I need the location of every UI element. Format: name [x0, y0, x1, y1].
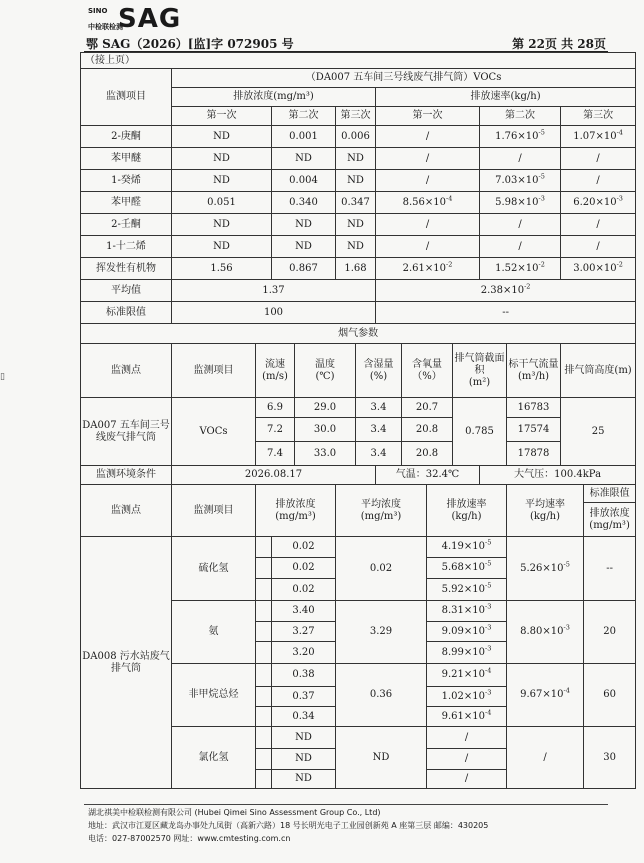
da008-conc: ND [272, 770, 336, 789]
report-number: 鄂 SAG（2026）[监]字 072905 号 [86, 37, 294, 51]
footer-address: 地址：武汉市江夏区藏龙岛办事处九凤街（高新六路）18 号长明光电子工业园创新苑 A 座第三层 邮编：430205 [88, 821, 489, 830]
vocs-time-1: 第一次 [172, 107, 272, 126]
da008-conc: 3.40 [272, 601, 336, 622]
flue-o2-1: 20.7 [402, 398, 453, 418]
table-row [81, 170, 636, 192]
flue-area-header: 排气筒截面积 (m²) [453, 344, 507, 398]
flue-temp-2: 30.0 [295, 418, 356, 442]
vocs-cell-c3: ND [336, 148, 376, 170]
flue-temp-1: 29.0 [295, 398, 356, 418]
vocs-cell-name: 2-壬酮 [81, 214, 172, 236]
da008-conc-gutter [256, 770, 272, 789]
table-row [81, 537, 636, 558]
vocs-limit-conc: 100 [172, 302, 376, 324]
footer-contact: 电话：027-87002570 网址：www.cmtesting.com.cn [88, 834, 291, 843]
da008-rate: / [427, 770, 507, 789]
da008-conc-header: 排放浓度 (mg/m³) [256, 485, 336, 537]
vocs-cell-name: 苯甲醚 [81, 148, 172, 170]
vocs-cell-r3: / [561, 170, 636, 192]
da008-conc-gutter [256, 601, 272, 622]
footer-company: 湖北祺美中检联检测有限公司 (Hubei Qimei Sino Assessment Group Co., Ltd) [88, 808, 381, 817]
flue-temp-3: 33.0 [295, 442, 356, 466]
da008-avgrate-header: 平均速率 (kg/h) [507, 485, 584, 537]
da008-limit-header: 标准限值 [584, 485, 636, 503]
flue-o2-2: 20.8 [402, 418, 453, 442]
flue-o2-3: 20.8 [402, 442, 453, 466]
da008-avgconc: 0.02 [336, 537, 427, 601]
da008-point-header: 监测点 [81, 485, 172, 537]
da008-conc-gutter [256, 664, 272, 687]
vocs-cell-r2: $1.76\times 10^{-5}$ [480, 126, 561, 148]
da008-item: 氯化氢 [172, 727, 256, 789]
da008-limit: 20 [584, 601, 636, 664]
flue-temp-header: 温度 (℃) [295, 344, 356, 398]
vocs-cell-c2: ND [272, 214, 336, 236]
da008-item: 硫化氢 [172, 537, 256, 601]
da008-rate: $4.19\times 10^{-5}$ [427, 537, 507, 558]
da008-avgrate: $9.67\times 10^{-4}$ [507, 664, 584, 727]
da008-item: 非甲烷总烃 [172, 664, 256, 727]
da008-item-header: 监测项目 [172, 485, 256, 537]
flue-moist-header: 含湿量 (%) [356, 344, 402, 398]
flue-speed-2: 7.2 [256, 418, 295, 442]
da008-rate: $9.61\times 10^{-4}$ [427, 707, 507, 727]
vocs-avg-conc: 1.37 [172, 280, 376, 302]
vocs-cell-r3: $3.00\times 10^{-2}$ [561, 258, 636, 280]
vocs-cell-c3: ND [336, 236, 376, 258]
da008-conc: ND [272, 727, 336, 749]
da008-conc-gutter [256, 727, 272, 749]
da008-avgconc: ND [336, 727, 427, 789]
da008-conc: 0.02 [272, 558, 336, 579]
footer [88, 806, 608, 845]
da008-rate: / [427, 749, 507, 770]
vocs-title: （DA007 五车间三号线废气排气筒）VOCs [172, 69, 636, 88]
vocs-cell-c3: 0.006 [336, 126, 376, 148]
vocs-cell-name: 1-癸烯 [81, 170, 172, 192]
vocs-limit-label: 标准限值 [81, 302, 172, 324]
vocs-cell-c3: ND [336, 170, 376, 192]
vocs-cell-name: 挥发性有机物 [81, 258, 172, 280]
da008-conc-gutter [256, 558, 272, 579]
da008-avgrate: $8.80\times 10^{-3}$ [507, 601, 584, 664]
vocs-cell-c2: ND [272, 236, 336, 258]
vocs-cell-c2: 0.867 [272, 258, 336, 280]
da008-rate-header: 排放速率 (kg/h) [427, 485, 507, 537]
report-table [80, 52, 636, 789]
vocs-cell-c1: ND [172, 236, 272, 258]
flue-item: VOCs [172, 398, 256, 466]
env-temp: 气温：32.4℃ [376, 466, 480, 485]
da008-avgrate: / [507, 727, 584, 789]
env-label: 监测环境条件 [81, 466, 172, 485]
flue-flow-1: 16783 [507, 398, 561, 418]
flue-speed-3: 7.4 [256, 442, 295, 466]
vocs-rate-header: 排放速率(kg/h) [376, 88, 636, 107]
da008-limit-subheader: 排放浓度 (mg/m³) [584, 503, 636, 537]
vocs-cell-c1: ND [172, 214, 272, 236]
report-table-container [80, 52, 632, 789]
margin-mark: ▯ [0, 372, 5, 382]
table-row [81, 214, 636, 236]
vocs-cell-r2: / [480, 214, 561, 236]
vocs-cell-r2: $1.52\times 10^{-2}$ [480, 258, 561, 280]
da008-rate: $5.68\times 10^{-5}$ [427, 558, 507, 579]
flue-item-header: 监测项目 [172, 344, 256, 398]
da008-conc: 3.27 [272, 622, 336, 642]
table-row [81, 192, 636, 214]
vocs-avg-rate: $2.38\times 10^{-2}$ [376, 280, 636, 302]
vocs-cell-r1: / [376, 236, 480, 258]
vocs-cell-c2: ND [272, 148, 336, 170]
da008-rate: $8.99\times 10^{-3}$ [427, 642, 507, 664]
vocs-cell-r1: $8.56\times 10^{-4}$ [376, 192, 480, 214]
vocs-cell-r2: / [480, 236, 561, 258]
vocs-time-5: 第二次 [480, 107, 561, 126]
flue-area: 0.785 [453, 398, 507, 466]
flue-height: 25 [561, 398, 636, 466]
da008-conc: 0.38 [272, 664, 336, 687]
da008-rate: / [427, 727, 507, 749]
vocs-cell-c1: 0.051 [172, 192, 272, 214]
continued-label: （接上页） [81, 53, 636, 69]
vocs-cell-r1: $2.61\times 10^{-2}$ [376, 258, 480, 280]
vocs-time-3: 第三次 [336, 107, 376, 126]
da008-conc-gutter [256, 687, 272, 707]
vocs-cell-c2: 0.340 [272, 192, 336, 214]
env-date: 2026.08.17 [172, 466, 376, 485]
da008-limit: 60 [584, 664, 636, 727]
vocs-cell-c1: 1.56 [172, 258, 272, 280]
da008-limit: -- [584, 537, 636, 601]
vocs-cell-name: 2-庚酮 [81, 126, 172, 148]
da008-rate: $9.09\times 10^{-3}$ [427, 622, 507, 642]
vocs-cell-r3: / [561, 214, 636, 236]
vocs-cell-r3: / [561, 236, 636, 258]
flue-moist-2: 3.4 [356, 418, 402, 442]
vocs-avg-label: 平均值 [81, 280, 172, 302]
vocs-cell-name: 1-十二烯 [81, 236, 172, 258]
vocs-cell-c2: 0.004 [272, 170, 336, 192]
vocs-cell-r1: / [376, 214, 480, 236]
footer-divider [84, 804, 608, 805]
da008-conc-gutter [256, 579, 272, 601]
vocs-cell-c1: ND [172, 170, 272, 192]
da008-avgconc-header: 平均浓度 (mg/m³) [336, 485, 427, 537]
vocs-cell-r2: $7.03\times 10^{-5}$ [480, 170, 561, 192]
vocs-time-6: 第三次 [561, 107, 636, 126]
da008-point: DA008 污水站废气排气筒 [81, 537, 172, 789]
da008-avgrate: $5.26\times 10^{-5}$ [507, 537, 584, 601]
flue-flow-3: 17878 [507, 442, 561, 466]
flue-moist-1: 3.4 [356, 398, 402, 418]
logo-sino-text: SINO [88, 7, 108, 15]
da008-conc: 0.02 [272, 537, 336, 558]
da008-avgconc: 0.36 [336, 664, 427, 727]
table-row [81, 126, 636, 148]
flue-height-header: 排气筒高度(m) [561, 344, 636, 398]
da008-conc-gutter [256, 749, 272, 770]
flue-point-header: 监测点 [81, 344, 172, 398]
table-row [81, 258, 636, 280]
da008-conc-gutter [256, 707, 272, 727]
da008-conc-gutter [256, 622, 272, 642]
flue-moist-3: 3.4 [356, 442, 402, 466]
vocs-cell-c3: ND [336, 214, 376, 236]
da008-conc-gutter [256, 642, 272, 664]
vocs-cell-c3: 1.68 [336, 258, 376, 280]
da008-limit: 30 [584, 727, 636, 789]
env-pressure: 大气压：100.4kPa [480, 466, 636, 485]
logo-sag-text: SAG [118, 4, 182, 34]
flue-flow-2: 17574 [507, 418, 561, 442]
vocs-time-4: 第一次 [376, 107, 480, 126]
company-logo [88, 4, 188, 34]
flue-speed-header: 流速 (m/s) [256, 344, 295, 398]
flue-speed-1: 6.9 [256, 398, 295, 418]
flue-o2-header: 含氧量 （%） [402, 344, 453, 398]
vocs-cell-name: 苯甲醛 [81, 192, 172, 214]
table-row [81, 236, 636, 258]
page-number: 第 22页 共 28页 [512, 37, 606, 51]
da008-conc-gutter [256, 537, 272, 558]
da008-conc: 0.34 [272, 707, 336, 727]
vocs-cell-c1: ND [172, 148, 272, 170]
vocs-cell-c2: 0.001 [272, 126, 336, 148]
da008-conc: 3.20 [272, 642, 336, 664]
da008-rate: $8.31\times 10^{-3}$ [427, 601, 507, 622]
vocs-cell-r1: / [376, 126, 480, 148]
da008-conc: 0.02 [272, 579, 336, 601]
vocs-cell-r2: $5.98\times 10^{-3}$ [480, 192, 561, 214]
vocs-cell-r2: / [480, 148, 561, 170]
vocs-limit-rate: -- [376, 302, 636, 324]
vocs-item-header: 监测项目 [81, 69, 172, 126]
flue-flow-header: 标干气流量 (m³/h) [507, 344, 561, 398]
da008-item: 氨 [172, 601, 256, 664]
da008-rate: $1.02\times 10^{-3}$ [427, 687, 507, 707]
vocs-cell-c1: ND [172, 126, 272, 148]
da008-conc: 0.37 [272, 687, 336, 707]
da008-conc: ND [272, 749, 336, 770]
vocs-cell-r1: / [376, 148, 480, 170]
logo-cn-text: 中检联检测 [88, 23, 123, 31]
vocs-cell-r3: $1.07\times 10^{-4}$ [561, 126, 636, 148]
vocs-cell-r1: / [376, 170, 480, 192]
da008-rate: $9.21\times 10^{-4}$ [427, 664, 507, 687]
vocs-conc-header: 排放浓度(mg/m³) [172, 88, 376, 107]
vocs-cell-c3: 0.347 [336, 192, 376, 214]
flue-point: DA007 五车间三号线废气排气筒 [81, 398, 172, 466]
vocs-cell-r3: $6.20\times 10^{-3}$ [561, 192, 636, 214]
flue-title: 烟气参数 [81, 324, 636, 344]
da008-avgconc: 3.29 [336, 601, 427, 664]
vocs-cell-r3: / [561, 148, 636, 170]
da008-rate: $5.92\times 10^{-5}$ [427, 579, 507, 601]
table-row [81, 148, 636, 170]
vocs-time-2: 第二次 [272, 107, 336, 126]
